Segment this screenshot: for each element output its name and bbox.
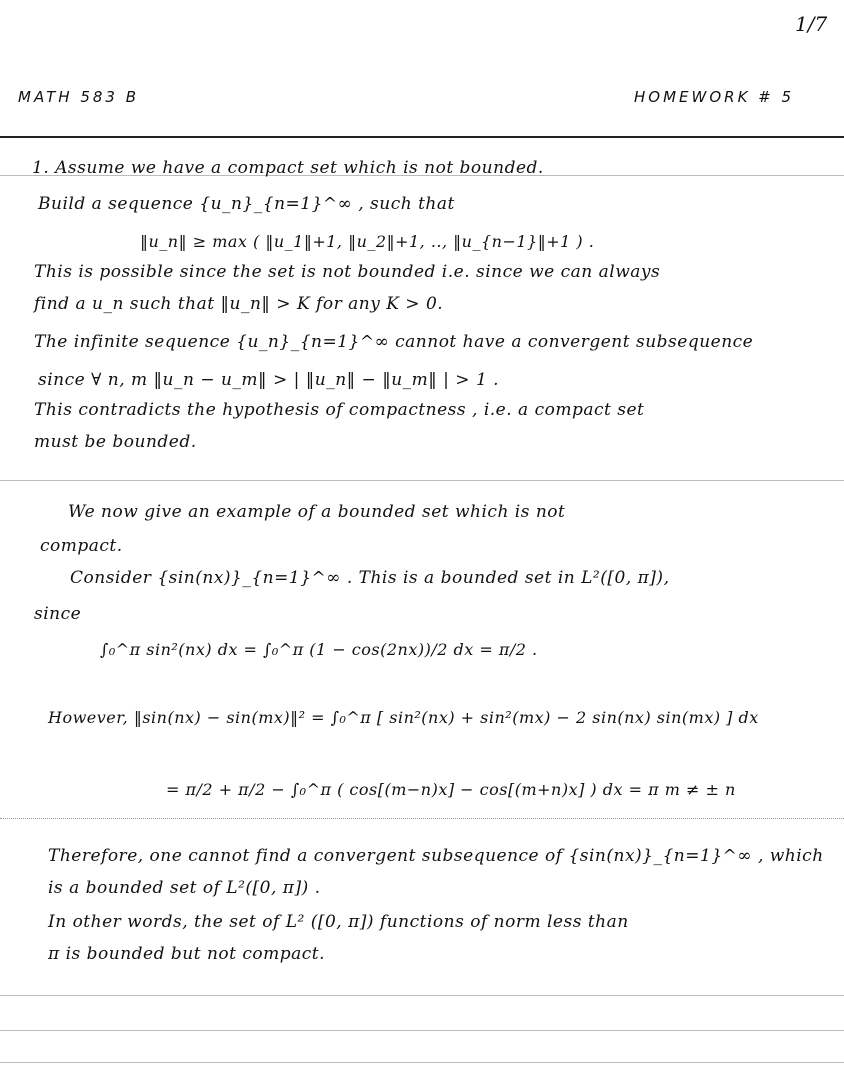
guide-line [0, 1062, 844, 1063]
text-line: π is bounded but not compact. [48, 944, 326, 964]
text-line: find a u_n such that ‖u_n‖ > K for any K > 0. [34, 294, 444, 314]
guide-line [0, 995, 844, 996]
text-line: Build a sequence {u_n}_{n=1}^∞ , such that [38, 194, 455, 214]
text-line: This is possible since the set is not bounded i.e. since we can always [34, 262, 661, 282]
math-line: ∫₀^π sin²(nx) dx = ∫₀^π (1 − cos(2nx))/2 dx = π/2 . [100, 640, 538, 659]
assignment-title: HOMEWORK # 5 [634, 88, 795, 106]
text-line: In other words, the set of L² ([0, π]) functions of norm less than [48, 912, 629, 932]
text-line: We now give an example of a bounded set which is not [68, 502, 566, 522]
math-line: = π/2 + π/2 − ∫₀^π ( cos[(m−n)x] − cos[(m+n)x] ) dx = π m ≠ ± n [166, 780, 736, 799]
text-line: Consider {sin(nx)}_{n=1}^∞ . This is a bounded set in L²([0, π]), [70, 568, 670, 588]
page-number: 1/7 [795, 12, 828, 36]
text-line: The infinite sequence {u_n}_{n=1}^∞ cannot have a convergent subsequence [34, 332, 754, 352]
guide-line [0, 480, 844, 481]
text-line: 1. Assume we have a compact set which is not bounded. [32, 158, 544, 178]
guide-line [0, 1030, 844, 1031]
course-title: MATH 583 B [18, 88, 140, 106]
guide-line [0, 818, 844, 819]
math-line: However, ‖sin(nx) − sin(mx)‖² = ∫₀^π [ sin²(nx) + sin²(mx) − 2 sin(nx) sin(mx) ] dx [48, 708, 759, 727]
header-rule [0, 136, 844, 138]
text-line: since [34, 604, 82, 624]
math-line: ‖u_n‖ ≥ max ( ‖u_1‖+1, ‖u_2‖+1, .., ‖u_{n−1}‖+1 ) . [140, 232, 595, 251]
text-line: compact. [40, 536, 123, 556]
text-line: This contradicts the hypothesis of compactness , i.e. a compact set [34, 400, 645, 420]
text-line: is a bounded set of L²([0, π]) . [48, 878, 321, 898]
math-line: since ∀ n, m ‖u_n − u_m‖ > | ‖u_n‖ − ‖u_m‖ | > 1 . [38, 370, 500, 390]
text-line: must be bounded. [34, 432, 197, 452]
text-line: Therefore, one cannot find a convergent subsequence of {sin(nx)}_{n=1}^∞ , which [48, 846, 824, 866]
